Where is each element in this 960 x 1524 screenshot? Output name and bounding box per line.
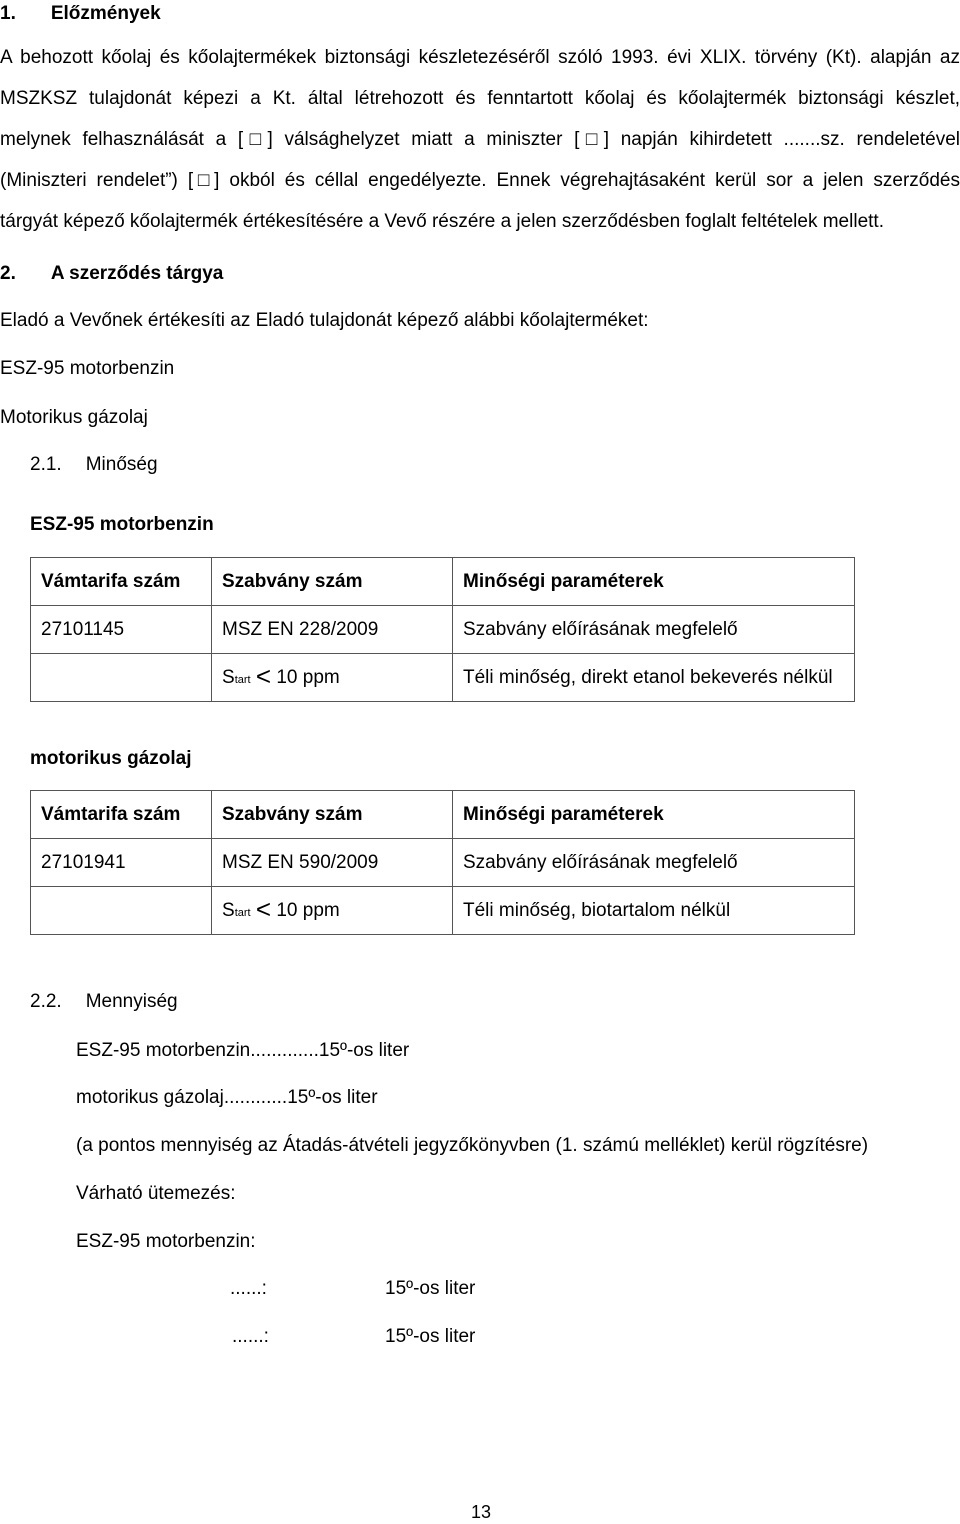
table-cell: MSZ EN 228/2009 bbox=[212, 606, 453, 654]
paragraph-line: MSZKSZ tulajdonát képezi a Kt. által létrehozott és fenntartott kőolaj és kőolajtermék biztonsági készlet, bbox=[0, 88, 960, 109]
section-number: 2. bbox=[0, 263, 16, 284]
schedule-date: ......: bbox=[230, 1278, 267, 1299]
section-title: Minőség bbox=[85, 454, 158, 475]
schedule-date: ......: bbox=[232, 1326, 269, 1347]
table-cell: Téli minőség, direkt etanol bekeverés nélkül bbox=[453, 654, 855, 702]
schedule-qty: 15º-os liter bbox=[385, 1278, 476, 1299]
sulfur-limit-cell: Start < 10 ppm bbox=[212, 887, 453, 935]
section-2-heading bbox=[0, 262, 223, 286]
schedule-product: ESZ-95 motorbenzin: bbox=[76, 1231, 256, 1252]
table-row bbox=[31, 887, 855, 935]
table-header-row bbox=[31, 558, 855, 606]
quantity-line: motorikus gázolaj............15º-os liter bbox=[76, 1087, 378, 1108]
sulfur-limit-cell: Start < 10 ppm bbox=[212, 654, 453, 702]
paragraph-line: (Miniszteri rendelet”) [□] okból és céllal engedélyezte. Ennek végrehajtásaként kerül sor a jelen szerződés bbox=[0, 170, 960, 191]
section-2-2-heading bbox=[30, 990, 178, 1014]
product-item: Motorikus gázolaj bbox=[0, 407, 148, 428]
quantity-line: ESZ-95 motorbenzin.............15º-os liter bbox=[76, 1040, 410, 1061]
section-title: Előzmények bbox=[50, 3, 161, 24]
section-number: 2.1. bbox=[30, 454, 62, 475]
quality-table-gasoline bbox=[30, 557, 855, 702]
table-caption: motorikus gázolaj bbox=[30, 748, 192, 769]
header-cell: Vámtarifa szám bbox=[31, 791, 212, 839]
header-cell: Szabvány szám bbox=[212, 791, 453, 839]
table-cell: MSZ EN 590/2009 bbox=[212, 839, 453, 887]
table-row bbox=[31, 654, 855, 702]
section-1-paragraph bbox=[0, 46, 960, 234]
quantity-note: (a pontos mennyiség az Átadás-átvételi jegyzőkönyvben (1. számú melléklet) kerül rögzítésre) bbox=[76, 1135, 869, 1156]
header-cell: Minőségi paraméterek bbox=[453, 791, 855, 839]
section-title: Mennyiség bbox=[85, 991, 178, 1012]
section-number: 1. bbox=[0, 3, 16, 24]
schedule-qty: 15º-os liter bbox=[385, 1326, 476, 1347]
product-item: ESZ-95 motorbenzin bbox=[0, 358, 175, 379]
quality-table-diesel bbox=[30, 790, 855, 935]
paragraph-line: melynek felhasználását a [□] válsághelyzet miatt a miniszter [□] napján kihirdetett .......sz. rendeletével bbox=[0, 129, 960, 150]
section-number: 2.2. bbox=[30, 991, 62, 1012]
table-cell: Szabvány előírásának megfelelő bbox=[453, 839, 855, 887]
section-title: A szerződés tárgya bbox=[50, 263, 224, 284]
table-row bbox=[31, 839, 855, 887]
header-cell: Minőségi paraméterek bbox=[453, 558, 855, 606]
header-cell: Vámtarifa szám bbox=[31, 558, 212, 606]
table-cell bbox=[31, 654, 212, 702]
schedule-label: Várható ütemezés: bbox=[76, 1183, 236, 1204]
section-2-1-heading bbox=[30, 453, 158, 477]
paragraph-line: A behozott kőolaj és kőolajtermékek biztonsági készletezéséről szóló 1993. évi XLIX. törvény (Kt). alapján az bbox=[0, 47, 960, 68]
page-number: 13 bbox=[471, 1502, 492, 1522]
table-cell: Téli minőség, biotartalom nélkül bbox=[453, 887, 855, 935]
section-2-intro: Eladó a Vevőnek értékesíti az Eladó tulajdonát képező alábbi kőolajterméket: bbox=[0, 310, 649, 331]
table-row bbox=[31, 606, 855, 654]
paragraph-line: tárgyát képező kőolajtermék értékesítésére a Vevő részére a jelen szerződésben foglalt feltételek mellett. bbox=[0, 211, 884, 232]
section-1-heading bbox=[0, 2, 161, 26]
table-caption: ESZ-95 motorbenzin bbox=[30, 514, 214, 535]
table-cell: Szabvány előírásának megfelelő bbox=[453, 606, 855, 654]
table-cell: 27101941 bbox=[31, 839, 212, 887]
header-cell: Szabvány szám bbox=[212, 558, 453, 606]
table-cell: 27101145 bbox=[31, 606, 212, 654]
table-cell bbox=[31, 887, 212, 935]
table-header-row bbox=[31, 791, 855, 839]
